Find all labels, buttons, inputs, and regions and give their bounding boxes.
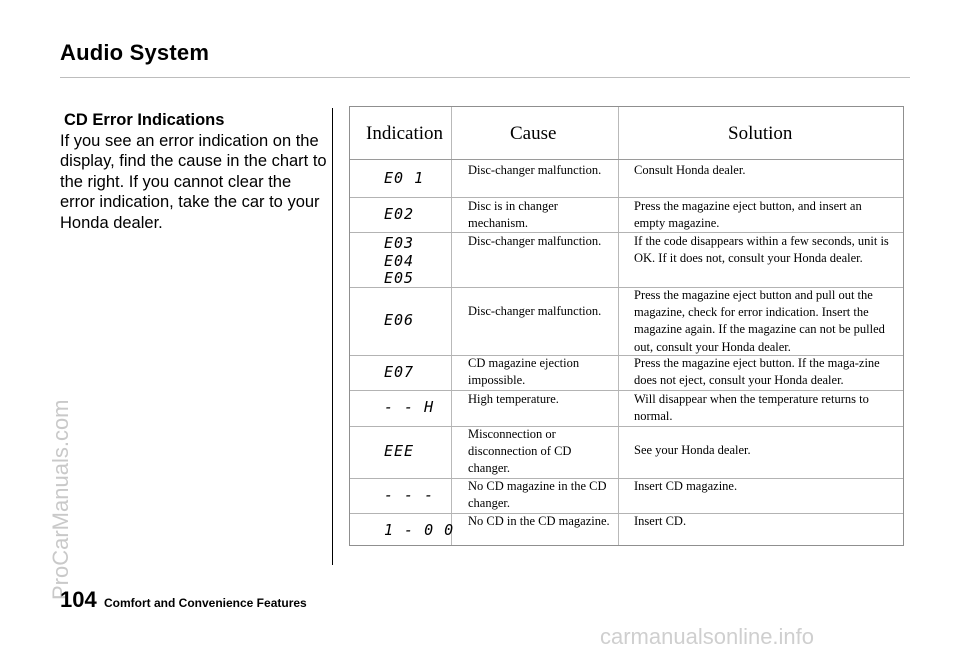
table-row [350, 478, 903, 514]
header-indication: Indication [366, 123, 444, 144]
page-number: 104 [60, 587, 97, 612]
solution-cell: Press the magazine eject button, and insert an empty magazine. [634, 199, 862, 231]
header-solution: Solution [728, 123, 793, 144]
table-row [350, 390, 903, 427]
error-code: - - H [384, 398, 435, 416]
error-code: E03 [384, 234, 415, 252]
solution-cell: Will disappear when the temperature returns to normal. [634, 392, 869, 424]
table-row [350, 232, 903, 288]
table-header [350, 107, 903, 160]
table-row [350, 426, 903, 479]
error-code-group [384, 235, 414, 288]
cause-cell: No CD in the CD magazine. [468, 514, 610, 528]
column-divider [332, 108, 333, 565]
error-code: E07 [384, 363, 415, 381]
error-code: E0 1 [384, 169, 425, 187]
cause-cell: High temperature. [468, 392, 559, 406]
error-code: E04 [384, 251, 415, 270]
cause-cell: No CD magazine in the CD changer. [468, 479, 607, 511]
cause-cell: Disc-changer malfunction. [468, 304, 602, 318]
intro-paragraph: If you see an error indication on the display, find the cause in the chart to the right. If you cannot clear the error indication, take the car to your Honda dealer. [60, 131, 327, 232]
solution-cell: See your Honda dealer. [634, 443, 751, 457]
table-row [350, 513, 903, 546]
page-title: Audio System [60, 40, 210, 65]
solution-cell: If the code disappears within a few seconds, unit is OK. If it does not, consult your Honda dealer. [634, 234, 889, 266]
header-divider [60, 77, 910, 78]
header-cause: Cause [510, 123, 557, 144]
solution-cell: Insert CD magazine. [634, 479, 738, 493]
table-row [350, 287, 903, 356]
solution-cell: Consult Honda dealer. [634, 163, 746, 177]
solution-cell: Press the magazine eject button. If the maga-zine does not eject, consult your Honda dealer. [634, 356, 880, 388]
cause-cell: Disc-changer malfunction. [468, 234, 602, 248]
error-code: E06 [384, 311, 415, 329]
cause-cell: Disc-changer malfunction. [468, 163, 602, 177]
error-code: E02 [384, 205, 415, 223]
table-row [350, 159, 903, 198]
error-code: E05 [384, 269, 415, 287]
cause-cell: CD magazine ejection impossible. [468, 356, 580, 388]
side-watermark: ProCarManuals.com [48, 399, 73, 600]
solution-cell: Press the magazine eject button and pull out the magazine, check for error indication. Insert the magazine again. If the magazine can not be pulled out, consult your Honda dealer. [634, 288, 885, 354]
error-code: - - - [384, 486, 435, 504]
table-row [350, 355, 903, 391]
intro-section [60, 110, 330, 234]
cause-cell: Disc is in changer mechanism. [468, 199, 558, 231]
cause-cell: Misconnection or disconnection of CD changer. [468, 427, 572, 476]
error-table [349, 106, 904, 546]
table-row [350, 197, 903, 233]
section-heading: CD Error Indications [64, 111, 225, 129]
bottom-watermark: carmanualsonline.info [600, 624, 815, 649]
solution-cell: Insert CD. [634, 514, 687, 528]
error-code: 1 - 0 0 [384, 521, 455, 539]
error-code: EEE [384, 442, 415, 460]
section-title: Comfort and Convenience Features [104, 596, 307, 610]
